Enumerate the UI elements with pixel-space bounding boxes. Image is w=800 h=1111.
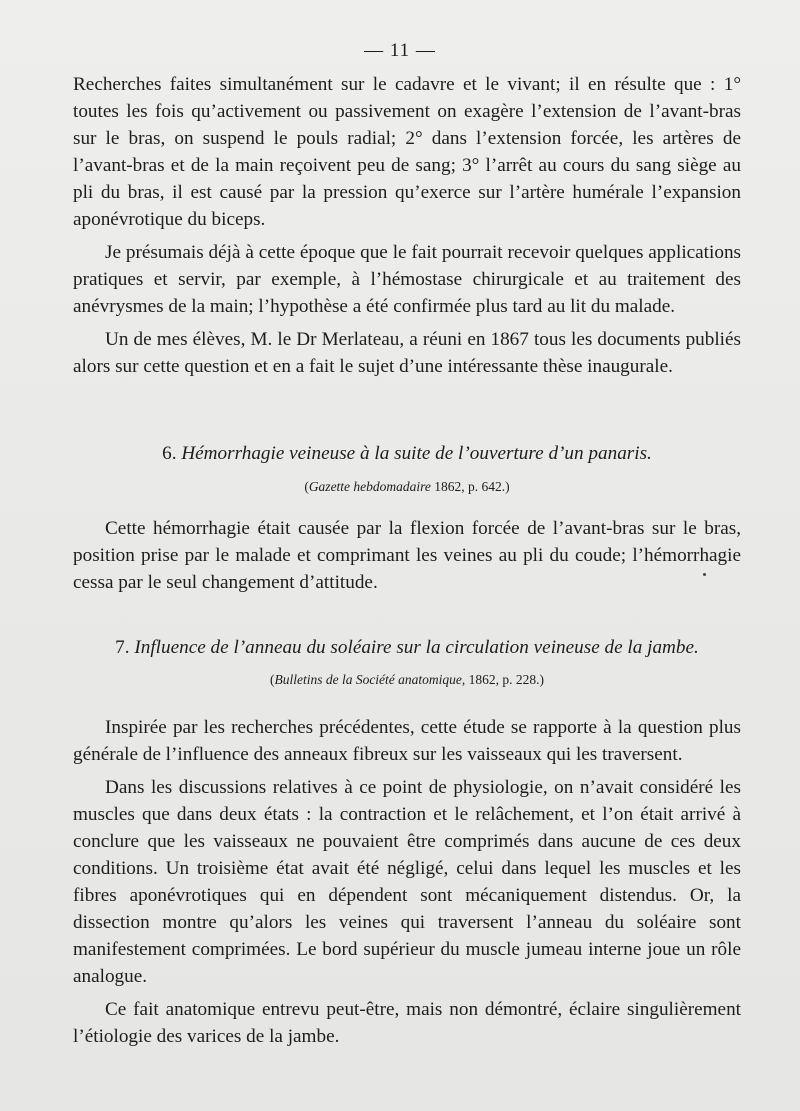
paragraph-hemorrhagie: Cette hémorrhagie était causée par la flexion forcée de l’avant-bras sur le bras, position prise par le malade et comprimant les veines au pli du coude; l’hémorrhagie cessa par le seul changement d’attitude. xyxy=(73,518,741,593)
section-6-body xyxy=(73,515,741,596)
section-6-title: Hémorrhagie veineuse à la suite de l’ouverture d’un panaris. xyxy=(181,443,652,464)
paragraph-inspiree: Inspirée par les recherches précédentes, cette étude se rapporte à la question plus générale de l’influence des anneaux fibreux sur les vaisseaux qui les traversent. xyxy=(73,717,741,765)
paragraph-discussions: Dans les discussions relatives à ce point de physiologie, on n’avait considéré les muscles que dans deux états : la contraction et le relâchement, et l’on était arrivé à conclure que les vaisseaux ne pouvaient être comprimés dans aucune de ces deux conditions. Un troisième état avait été négligé, celui dans lequel les muscles et les fibres aponévrotiques qui en dépendent sont mécaniquement distendus. Or, la dissection montre qu’alors les veines qui traversent l’anneau du soléaire sont manifestement comprimées. Le bord supérieur du muscle jumeau interne joue un rôle analogue. xyxy=(73,777,741,987)
paragraph-merlateau: Un de mes élèves, M. le Dr Merlateau, a réuni en 1867 tous les documents publiés alors sur cette question et en a fait le sujet d’une intéressante thèse inaugurale. xyxy=(73,329,741,377)
ink-speck xyxy=(703,573,706,576)
top-text-block xyxy=(73,71,741,380)
paragraph-presumais: Je présumais déjà à cette époque que le fait pourrait recevoir quelques applications pratiques et servir, par exemple, à l’hémostase chirurgicale et au traitement des anévrysmes de la main; l’hypothèse a été confirmée plus tard au lit du malade. xyxy=(73,242,741,317)
section-7-citation: (Bulletins de la Société anatomique, 1862, p. 228.) xyxy=(269,672,545,687)
section-6-citation-ref: 1862, p. 642. xyxy=(434,479,506,494)
section-7-title: Influence de l’anneau du soléaire sur la circulation veineuse de la jambe. xyxy=(134,637,699,658)
section-7-citation-source: Bulletins de la Société anatomique xyxy=(274,672,462,687)
section-6-citation: (Gazette hebdomadaire 1862, p. 642.) xyxy=(304,479,510,494)
section-6-citation-source: Gazette hebdomadaire xyxy=(308,479,431,494)
page-number: — 11 — xyxy=(364,40,436,61)
paragraph-recherches: Recherches faites simultanément sur le cadavre et le vivant; il en résulte que : 1° toutes les fois qu’activement ou passivement on exagère l’extension de l’avant-bras sur le bras, on suspend le pouls radial; 2° dans l’extension forcée, les artères de l’avant-bras et de la main reçoivent peu de sang; 3° l’arrêt au cours du sang siège au pli du bras, il est causé par la pression qu’exerce sur l’artère humérale l’expansion aponévrotique du biceps. xyxy=(73,74,741,230)
section-7-heading xyxy=(73,634,741,661)
section-7-citation-ref: 1862, p. 228. xyxy=(468,672,540,687)
paragraph-fait-anatomique: Ce fait anatomique entrevu peut-être, mais non démontré, éclaire singulièrement l’étiologie des varices de la jambe. xyxy=(73,999,741,1047)
section-7-number: 7. xyxy=(115,637,130,658)
section-6-number: 6. xyxy=(162,443,177,464)
section-7-body xyxy=(73,714,741,1050)
section-6-heading xyxy=(73,440,741,467)
